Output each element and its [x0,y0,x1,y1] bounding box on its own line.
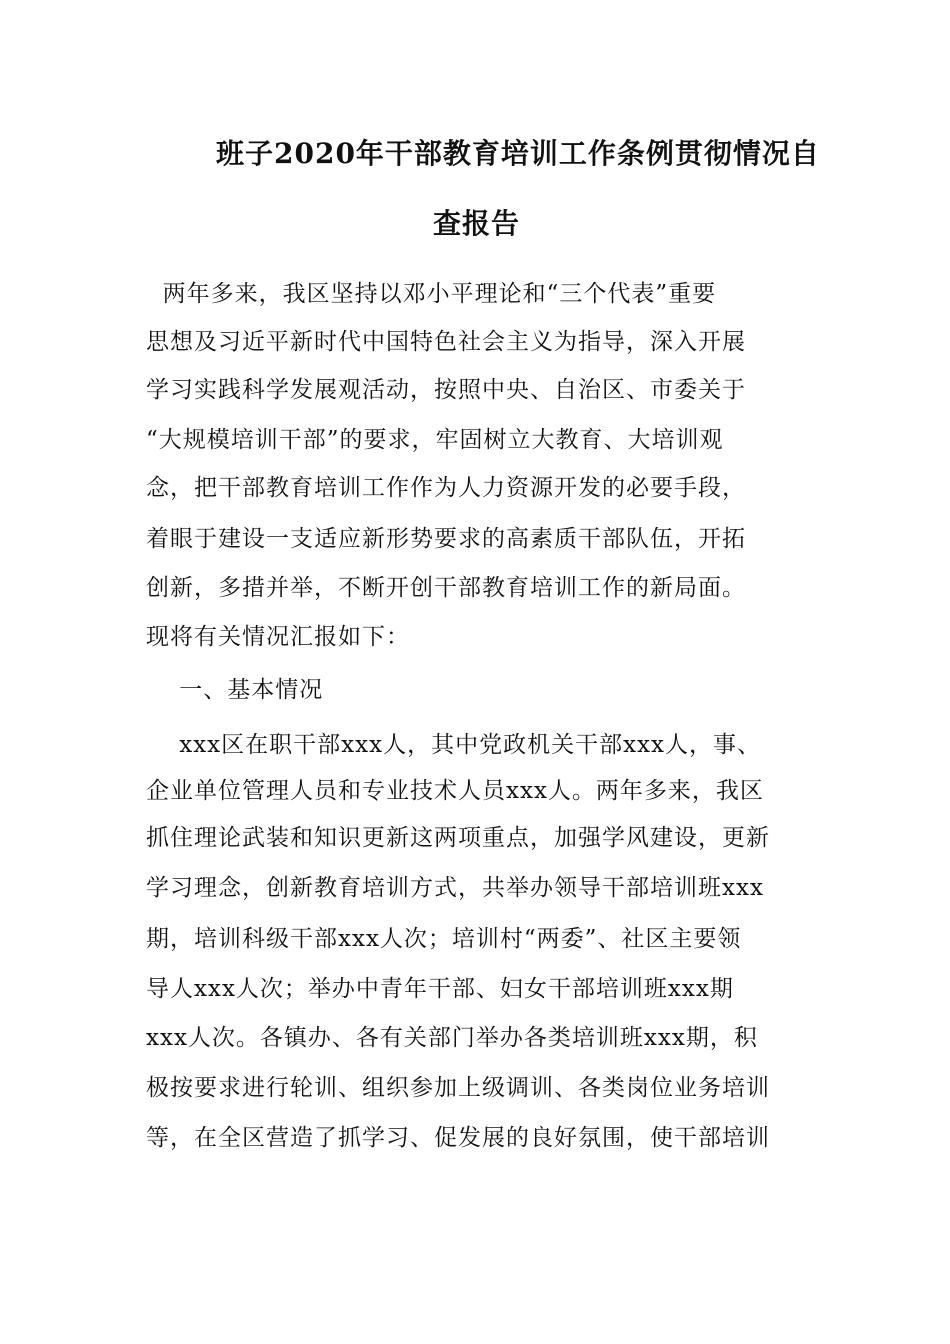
intro-line: 两年多来，我区坚持以邓小平理论和“三个代表”重要 [146,281,717,307]
intro-line: 学习实践科学发展观活动，按照中央、自治区、市委关于 [146,377,746,403]
intro-line: “大规模培训干部”的要求，牢固树立大教育、大培训观 [146,427,724,453]
intro-line: 念，把干部教育培训工作作为人力资源开发的必要手段， [146,475,746,501]
intro-line: 现将有关情况汇报如下： [146,624,410,650]
intro-line: 创新，多措并举，不断开创干部教育培训工作的新局面。 [146,575,746,601]
intro-line: 着眼于建设一支适应新形势要求的高素质干部队伍，开拓 [146,526,746,552]
body-line: xxx区在职干部xxx人，其中党政机关干部xxx人，事、 [146,732,761,758]
body-line: 期，培训科级干部xxx人次；培训村“两委”、社区主要领 [146,926,742,952]
intro-line: 思想及习近平新时代中国特色社会主义为指导，深入开展 [146,329,746,355]
body-line: 等，在全区营造了抓学习、促发展的良好氛围，使干部培训 [146,1125,770,1151]
body-line: xxx人次。各镇办、各有关部门举办各类培训班xxx期，积 [146,1025,758,1051]
body-line: 极按要求进行轮训、组织参加上级调训、各类岗位业务培训 [146,1075,770,1101]
body-line: 学习理念，创新教育培训方式，共举办领导干部培训班xxx [146,875,764,901]
body-line: 企业单位管理人员和专业技术人员xxx人。两年多来，我区 [146,778,764,804]
body-line: 导人xxx人次；举办中青年干部、妇女干部培训班xxx期 [146,976,734,1002]
body-line: 抓住理论武装和知识更新这两项重点，加强学风建设，更新 [146,825,770,851]
section-heading: 一、基本情况 [146,677,324,703]
document-title-line-1: 班子2020年干部教育培训工作条例贯彻情况自 [216,137,820,170]
document-title-line-2: 查报告 [433,207,521,240]
